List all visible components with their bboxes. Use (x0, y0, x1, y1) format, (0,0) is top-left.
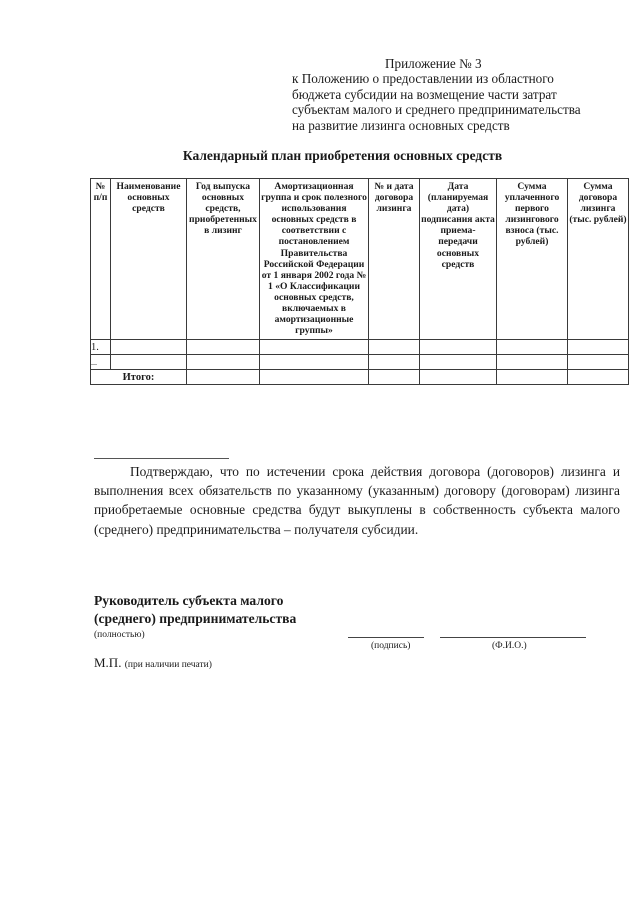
table-cell (369, 355, 420, 370)
table-cell (369, 340, 420, 355)
stamp-note: (при наличии печати) (124, 660, 212, 670)
header-contract: № и дата договора лизинга (369, 179, 420, 340)
confirmation-text: Подтверждаю, что по истечении срока действия договора (договоров) лизинга и выполнения всех обязательств по указанному (указанным) договору (договорам) лизинга приобретаемые основные средства будут выкуплены в собственность субъекта малого (среднего) предпринимательства – получателя субсидии. (94, 464, 620, 537)
appendix-number: Приложение № 3 (385, 56, 482, 71)
header-act-date: Дата (планируемая дата) подписания акта приема-передачи основных средств (420, 179, 497, 340)
table-header-row (91, 179, 629, 340)
table-cell (187, 340, 260, 355)
table-cell (111, 355, 187, 370)
table-cell (497, 370, 568, 385)
table-cell (260, 370, 369, 385)
header-contract-sum: Сумма договора лизинга (тыс. рублей) (568, 179, 629, 340)
appendix-line: бюджета субсидии на возмещение части затрат (292, 86, 557, 102)
signature-caption: (подпись) (371, 641, 411, 651)
table-row (91, 355, 629, 370)
appendix-header (292, 56, 622, 133)
signatory-title-line: Руководитель субъекта малого (94, 593, 284, 608)
document-title: Календарный план приобретения основных средств (182, 148, 503, 163)
table-cell (111, 340, 187, 355)
stamp-label: М.П. (94, 655, 122, 670)
table-cell (497, 340, 568, 355)
appendix-line: субъектам малого и среднего предпринимательства (292, 102, 581, 118)
full-name-note: (полностью) (94, 630, 145, 640)
appendix-line: к Положению о предоставлении из областного (292, 71, 554, 87)
table-cell (420, 355, 497, 370)
header-asset-name: Наименование основных средств (111, 179, 187, 340)
table-cell (187, 370, 260, 385)
table-cell (260, 355, 369, 370)
header-number: № п/п (91, 179, 111, 340)
signatory-title-line: (среднего) предпринимательства (94, 611, 297, 626)
header-first-payment: Сумма уплаченного первого лизингового взноса (тыс. рублей) (497, 179, 568, 340)
calendar-plan-table (90, 178, 629, 385)
table-row (91, 340, 629, 355)
row-number: 1. (91, 340, 111, 355)
table-cell (420, 340, 497, 355)
table-cell (568, 340, 629, 355)
signature-line (348, 637, 424, 638)
table-cell (260, 340, 369, 355)
footnote-divider (94, 458, 229, 459)
name-line (440, 637, 586, 638)
table-total-row (91, 370, 629, 385)
table-cell (568, 355, 629, 370)
row-number: ... (91, 355, 111, 370)
table-cell (187, 355, 260, 370)
appendix-line: на развитие лизинга основных средств (292, 117, 510, 133)
header-depreciation-group: Амортизационная группа и срок полезного использования основных средств в соответствии с постановлением Правительства Российской Федерации от 1 января 2002 года № 1 «О Классификации основных средств, включаемых в амортизационные группы» (260, 179, 369, 340)
signatory-title (94, 592, 296, 628)
table-cell (420, 370, 497, 385)
table-cell (497, 355, 568, 370)
table-cell (369, 370, 420, 385)
name-caption: (Ф.И.О.) (492, 641, 527, 651)
header-year: Год выпуска основных средств, приобретенных в лизинг (187, 179, 260, 340)
confirmation-paragraph (94, 462, 620, 539)
total-label: Итого: (91, 370, 187, 385)
stamp-place (94, 655, 212, 671)
table-cell (568, 370, 629, 385)
